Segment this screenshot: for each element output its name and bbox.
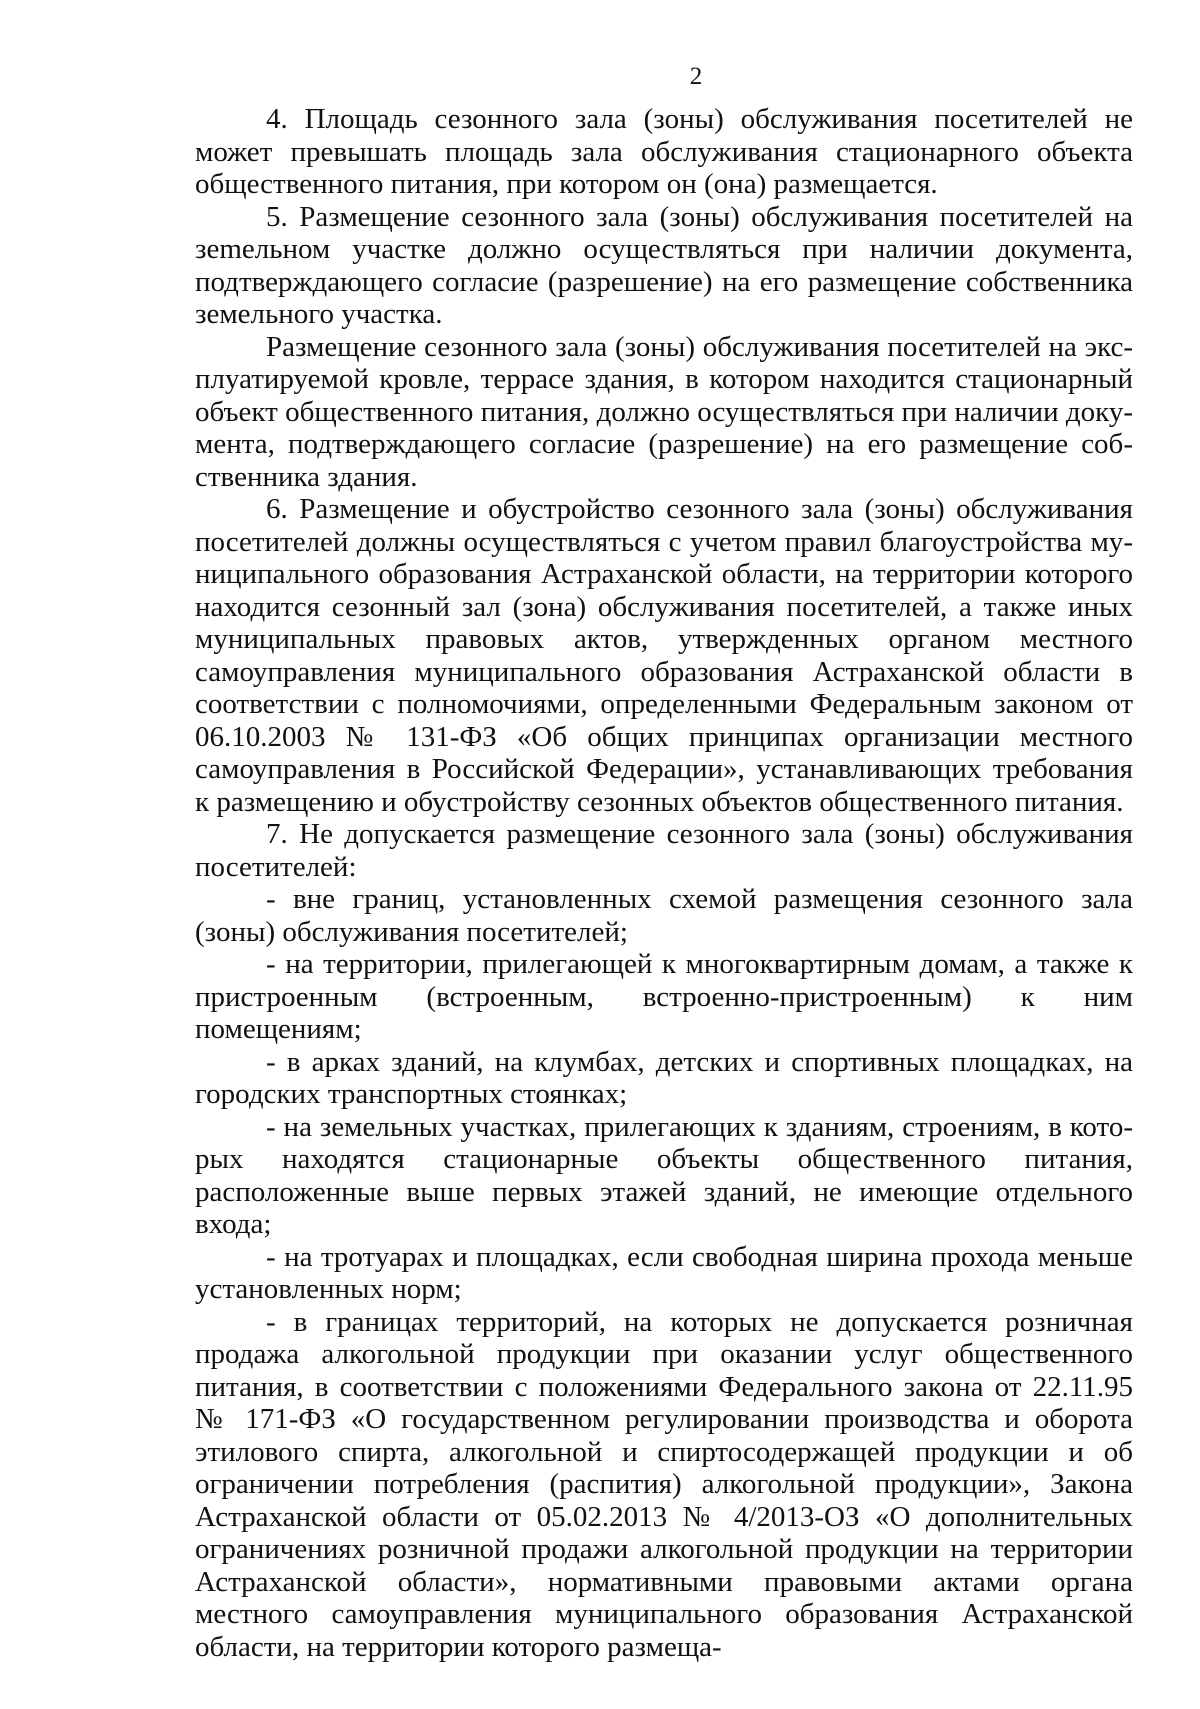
- paragraph-item-5: 5. Размещение сезонного зала (зоны) обслуживания посетителей на зеmельном участке должно осуществляться при наличии документа, подтверждающего согласие (разрешение) на его размещение собственника земельного участка.: [195, 200, 1133, 330]
- list-item-outside-boundaries: - вне границ, установленных схемой размещения сезонного зала (зоны) обслуживания посетителей;: [195, 883, 1133, 948]
- list-item-apartment-buildings: - на территории, прилегающей к многоквартирным домам, а также к пристроенным (встроенным, встроенно-пристроенным) к ним помещениям;: [195, 948, 1133, 1045]
- list-item-sidewalks: - на тротуарах и площадках, если свободная ширина прохода меньше установленных норм;: [195, 1240, 1133, 1305]
- paragraph-item-5-roof: Размещение сезонного зала (зоны) обслуживания посетителей на эксплуатируемой кровле, террасе здания, в котором находится стационарный объект общественного питания, должно осуществляться при наличии документа, подтверждающего согласие (разрешение) на его размещение собственника здания.: [195, 330, 1133, 493]
- page-number: 2: [689, 63, 703, 90]
- document-body: [195, 103, 1133, 1663]
- paragraph-item-4: 4. Площадь сезонного зала (зоны) обслуживания посетителей не может превышать площадь зала обслуживания стационарного объекта общественного питания, при котором он (она) размещается.: [195, 103, 1133, 200]
- paragraph-item-7: 7. Не допускается размещение сезонного зала (зоны) обслуживания посетителей:: [195, 818, 1133, 883]
- paragraph-item-6: 6. Размещение и обустройство сезонного зала (зоны) обслуживания посетителей должны осуществляться с учетом правил благоустройства муниципального образования Астраханской области, на территории которого находится сезонный зал (зона) обслуживания посетителей, а также иных муниципальных правовых актов, утвержденных органом местного самоуправления муниципального образования Астраханской области в соответствии с полномочиями, определенными Федеральным законом от 06.10.2003 № 131-ФЗ «Об общих принципах организации местного самоуправления в Российской Федерации», устанавливающих требования к размещению и обустройству сезонных объектов общественного питания.: [195, 493, 1133, 818]
- list-item-arches-flowerbeds: - в арках зданий, на клумбах, детских и спортивных площадках, на городских транспортных стоянках;: [195, 1045, 1133, 1110]
- list-item-alcohol-restrictions: - в границах территорий, на которых не допускается розничная продажа алкогольной продукции при оказании услуг общественного питания, в соответствии с положениями Федерального закона от 22.11.95 № 171-ФЗ «О государственном регулировании производства и оборота этилового спирта, алкогольной и спиртосодержащей продукции и об ограничении потребления (распития) алкогольной продукции», Закона Астраханской области от 05.02.2013 № 4/2013-ОЗ «О дополнительных ограничениях розничной продажи алкогольной продукции на территории Астраханской области», нормативными правовыми актами органа местного самоуправления муниципального образования Астраханской области, на территории которого размеща-: [195, 1305, 1133, 1663]
- list-item-upper-floors: - на земельных участках, прилегающих к зданиям, строениям, в которых находятся стационарные объекты общественного питания, расположенные выше первых этажей зданий, не имеющие отдельного входа;: [195, 1110, 1133, 1240]
